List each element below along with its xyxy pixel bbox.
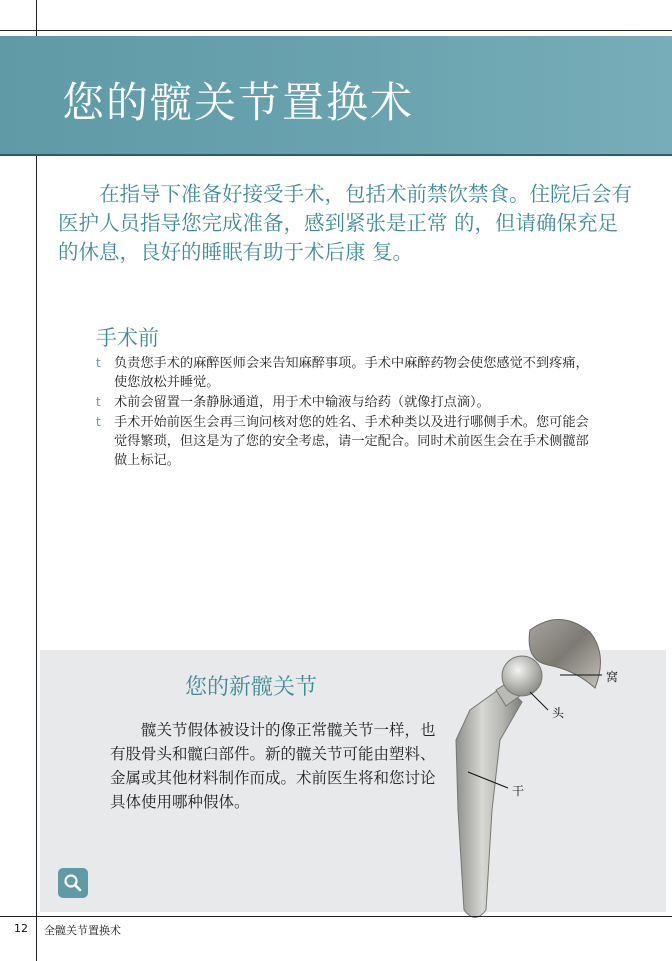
search-icon xyxy=(63,873,83,893)
footer-title: 全髋关节置换术 xyxy=(44,924,121,937)
page-title: 您的髋关节置换术 xyxy=(62,78,415,127)
stem-label: 干 xyxy=(512,784,525,798)
bullet-marker: t xyxy=(96,356,101,370)
hip-implant-illustration xyxy=(430,610,670,925)
list-item-text: 负责您手术的麻醉医师会来告知麻醉事项。手术中麻醉药物会使您感觉不到疼痛，使您放松并睡觉。 xyxy=(114,356,589,390)
intro-paragraph: 在指导下准备好接受手术，包括术前禁饮禁食。住院后会有医护人员指导您完成准备，感到紧张是正常 的，但请确保充足的休息，良好的睡眠有助于术后康 复。 xyxy=(58,182,632,264)
hip-implant-image xyxy=(430,610,670,925)
list-item-text: 手术开始前医生会再三询问核对您的姓名、手术种类以及进行哪侧手术。您可能会觉得繁琐，但这是为了您的安全考虑，请一定配合。同时术前医生会在手术侧髋部做上标记。 xyxy=(114,415,589,468)
socket-label: 窝 xyxy=(606,670,619,684)
list-item-text: 术前会留置一条静脉通道，用于术中输液与给药（就像打点滴）。 xyxy=(114,395,490,410)
title-banner xyxy=(0,36,672,156)
bullet-marker: t xyxy=(96,415,101,429)
bullet-marker: t xyxy=(96,395,101,409)
list-item xyxy=(96,413,600,470)
new-hip-heading: 您的新髋关节 xyxy=(185,675,318,700)
list-item xyxy=(96,354,600,392)
before-surgery-heading: 手术前 xyxy=(96,326,159,350)
head-label: 头 xyxy=(552,706,565,720)
page-number: 12 xyxy=(14,922,28,935)
list-item xyxy=(96,393,600,412)
footer-rule xyxy=(0,916,672,917)
top-rule xyxy=(0,30,672,31)
search-button[interactable] xyxy=(58,868,88,898)
before-surgery-list xyxy=(96,354,600,471)
new-hip-paragraph: 髋关节假体被设计的像正常髋关节一样，也有股骨头和髋臼部件。新的髋关节可能由塑料、金属或其他材料制作而成。术前医生将和您讨论具体使用哪种假体。 xyxy=(110,721,436,811)
